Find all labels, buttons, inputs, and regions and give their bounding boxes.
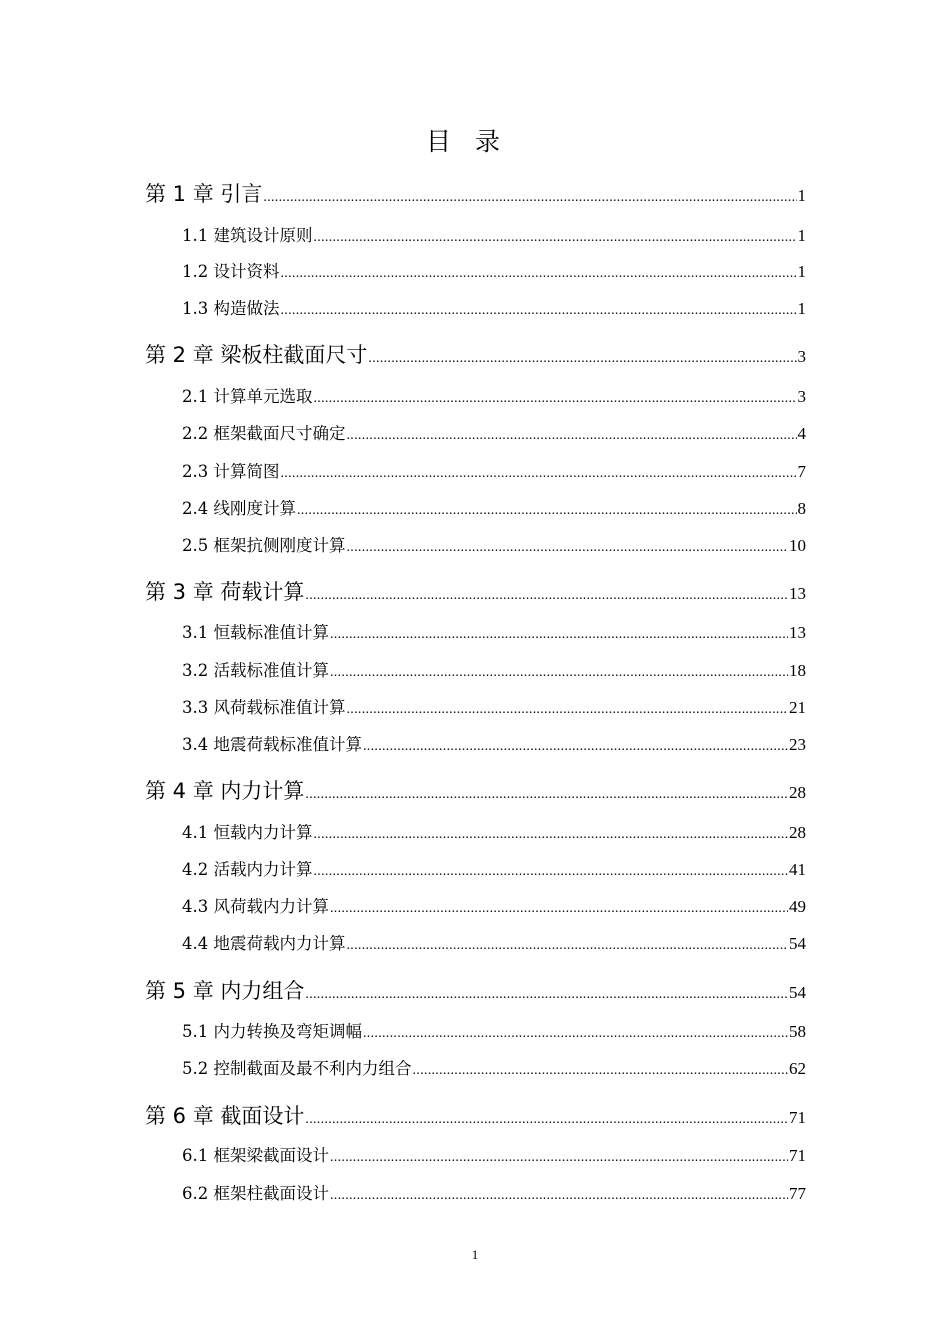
toc-section-entry[interactable]: [182, 295, 806, 319]
dot-leader: [330, 1150, 788, 1166]
dot-leader: [305, 1112, 788, 1128]
toc-entry-label: 第 3 章 荷载计算: [145, 580, 305, 604]
toc-entry-page: 10: [789, 536, 806, 555]
toc-entry-page: 3: [797, 387, 806, 406]
toc-entry-page: 7: [797, 462, 806, 481]
toc-entry-page: 23: [789, 735, 806, 754]
toc-entry-label: 2.2 框架截面尺寸确定: [182, 424, 346, 443]
dot-leader: [330, 627, 788, 643]
toc-entry-page: 28: [789, 783, 806, 802]
dot-leader: [305, 787, 788, 803]
dot-leader: [281, 466, 797, 482]
toc-entry-page: 49: [789, 897, 806, 916]
toc-entry-label: 1.3 构造做法: [182, 299, 280, 318]
page-number-footer: 1: [471, 1247, 479, 1262]
dot-leader: [281, 266, 797, 282]
toc-entry-label: 6.1 框架梁截面设计: [182, 1146, 329, 1165]
dot-leader: [305, 987, 788, 1003]
toc-entry-label: 4.4 地震荷载内力计算: [182, 934, 346, 953]
toc-section-entry[interactable]: [182, 1055, 806, 1079]
toc-entry-label: 2.1 计算单元选取: [182, 387, 313, 406]
dot-leader: [263, 190, 796, 206]
toc-section-entry[interactable]: [182, 532, 806, 556]
toc-entry-page: 21: [789, 698, 806, 717]
toc-section-entry[interactable]: [182, 458, 806, 482]
toc-entry-label: 第 6 章 截面设计: [145, 1104, 305, 1128]
toc-entry-page: 54: [789, 983, 806, 1002]
toc-entry-label: 3.2 活载标准值计算: [182, 661, 329, 680]
toc-section-entry[interactable]: [182, 383, 806, 407]
dot-leader: [347, 428, 797, 444]
dot-leader: [363, 739, 788, 755]
toc-entry-page: 62: [789, 1059, 806, 1078]
toc-entry-page: 1: [797, 186, 806, 205]
toc-entry-page: 54: [789, 934, 806, 953]
toc-entry-page: 28: [789, 823, 806, 842]
toc-section-entry[interactable]: [182, 731, 806, 755]
dot-leader: [347, 702, 789, 718]
toc-section-entry[interactable]: [182, 1018, 806, 1042]
toc-entry-label: 第 5 章 内力组合: [145, 979, 305, 1003]
dot-leader: [330, 1188, 788, 1204]
toc-entry-page: 8: [797, 499, 806, 518]
toc-entry-page: 13: [789, 623, 806, 642]
dot-leader: [314, 391, 797, 407]
toc-entry-page: 3: [797, 347, 806, 366]
toc-chapter-entry[interactable]: [145, 1100, 806, 1130]
toc-entry-label: 5.2 控制截面及最不利内力组合: [182, 1059, 412, 1078]
toc-entry-label: 2.4 线刚度计算: [182, 499, 296, 518]
dot-leader: [363, 1026, 788, 1042]
toc-entry-label: 1.1 建筑设计原则: [182, 226, 313, 245]
toc-entry-page: 58: [789, 1022, 806, 1041]
dot-leader: [314, 230, 797, 246]
toc-section-entry[interactable]: [182, 420, 806, 444]
dot-leader: [281, 303, 797, 319]
dot-leader: [368, 351, 796, 367]
toc-chapter-entry[interactable]: [145, 775, 806, 805]
toc-section-entry[interactable]: [182, 856, 806, 880]
toc-entry-page: 1: [797, 299, 806, 318]
dot-leader: [314, 864, 789, 880]
toc-section-entry[interactable]: [182, 222, 806, 246]
toc-entry-label: 2.5 框架抗侧刚度计算: [182, 536, 346, 555]
page-title: 目录: [425, 127, 524, 156]
toc-entry-label: 第 4 章 内力计算: [145, 779, 305, 803]
toc-entry-label: 3.4 地震荷载标准值计算: [182, 735, 362, 754]
toc-section-entry[interactable]: [182, 1180, 806, 1204]
toc-entry-page: 1: [797, 226, 806, 245]
toc-entry-label: 4.1 恒载内力计算: [182, 823, 313, 842]
dot-leader: [330, 665, 788, 681]
toc-entry-page: 77: [789, 1184, 806, 1203]
toc-section-entry[interactable]: [182, 258, 806, 282]
toc-section-entry[interactable]: [182, 619, 806, 643]
toc-entry-page: 41: [789, 860, 806, 879]
toc-entry-page: 4: [797, 424, 806, 443]
toc-chapter-entry[interactable]: [145, 576, 806, 606]
toc-section-entry[interactable]: [182, 694, 806, 718]
toc-section-entry[interactable]: [182, 819, 806, 843]
toc-entry-page: 71: [789, 1108, 806, 1127]
toc-entry-label: 3.3 风荷载标准值计算: [182, 698, 346, 717]
toc-section-entry[interactable]: [182, 657, 806, 681]
toc-chapter-entry[interactable]: [145, 975, 806, 1005]
toc-entry-page: 13: [789, 584, 806, 603]
toc-entry-label: 5.1 内力转换及弯矩调幅: [182, 1022, 362, 1041]
toc-entry-label: 第 1 章 引言: [145, 182, 263, 206]
toc-section-entry[interactable]: [182, 495, 806, 519]
toc-chapter-entry[interactable]: [145, 339, 806, 369]
toc-entry-label: 1.2 设计资料: [182, 262, 280, 281]
dot-leader: [347, 540, 789, 556]
toc-entry-page: 1: [797, 262, 806, 281]
toc-entry-label: 2.3 计算简图: [182, 462, 280, 481]
toc-entry-page: 71: [789, 1146, 806, 1165]
toc-entry-label: 4.2 活载内力计算: [182, 860, 313, 879]
toc-entry-label: 第 2 章 梁板柱截面尺寸: [145, 343, 368, 367]
dot-leader: [314, 827, 789, 843]
dot-leader: [330, 901, 788, 917]
dot-leader: [347, 938, 789, 954]
toc-entry-label: 4.3 风荷载内力计算: [182, 897, 329, 916]
toc-section-entry[interactable]: [182, 930, 806, 954]
dot-leader: [413, 1063, 789, 1079]
toc-section-entry[interactable]: [182, 893, 806, 917]
toc-entry-label: 6.2 框架柱截面设计: [182, 1184, 329, 1203]
dot-leader: [297, 503, 797, 519]
toc-chapter-entry[interactable]: [145, 178, 806, 208]
dot-leader: [305, 588, 788, 604]
toc-entry-page: 18: [789, 661, 806, 680]
toc-entry-label: 3.1 恒载标准值计算: [182, 623, 329, 642]
toc-section-entry[interactable]: [182, 1142, 806, 1166]
